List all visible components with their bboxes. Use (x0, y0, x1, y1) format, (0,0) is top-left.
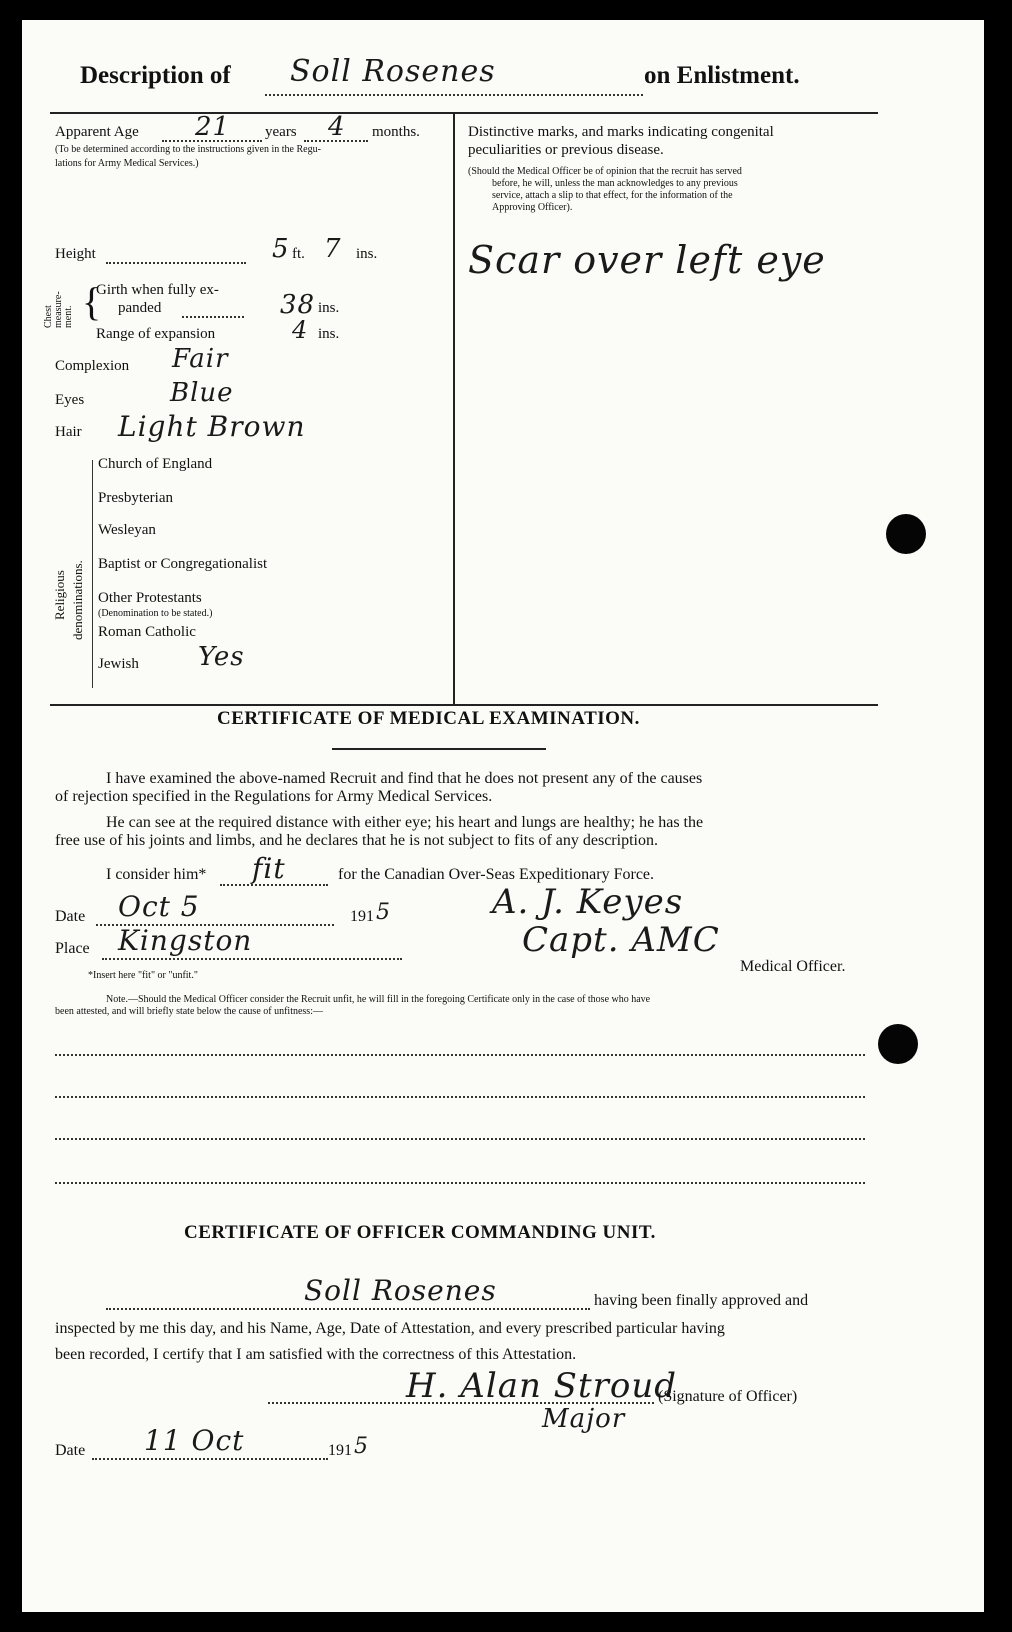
commanding-line3: been recorded, I certify that I am satisfied with the correctness of this Attestation. (55, 1346, 577, 1363)
medical-year-value: 5 (376, 900, 391, 925)
commanding-title: CERTIFICATE OF OFFICER COMMANDING UNIT. (184, 1222, 656, 1243)
years-label: years (265, 124, 297, 140)
jewish-value: Yes (198, 642, 245, 672)
name-line (265, 94, 643, 96)
fit-line (220, 884, 328, 886)
marks-label-2: peculiarities or previous disease. (468, 142, 664, 158)
unfit-line-4 (55, 1182, 865, 1184)
chest-label: Chest measure- ment. (43, 291, 74, 328)
religion-presbyterian: Presbyterian (98, 490, 173, 506)
complexion-label: Complexion (55, 358, 130, 374)
months-label: months. (372, 124, 420, 140)
range-label: Range of expansion (96, 326, 216, 342)
religion-other-protestants: Other Protestants (98, 590, 202, 606)
unfit-line-3 (55, 1138, 865, 1140)
medical-para1-line1: I have examined the above-named Recruit and find that he does not present any of the causes (106, 770, 703, 787)
age-months-line (304, 140, 368, 142)
height-label: Height (55, 246, 96, 262)
complexion-value: Fair (172, 344, 229, 374)
religion-roman-catholic: Roman Catholic (98, 624, 196, 640)
religion-denomination-note: (Denomination to be stated.) (98, 608, 213, 619)
religion-jewish: Jewish (98, 656, 139, 672)
section-rule (50, 704, 878, 706)
age-years-value: 21 (195, 112, 231, 142)
medical-year-prefix: 191 (350, 908, 374, 925)
commanding-name-value: Soll Rosenes (304, 1274, 497, 1307)
commanding-year-prefix: 191 (328, 1442, 352, 1459)
medical-para1-line2: of rejection specified in the Regulations for Army Medical Services. (55, 788, 493, 805)
girth-label-1: Girth when fully ex- (96, 282, 219, 298)
girth-leader (182, 316, 244, 318)
punch-hole-bottom (878, 1024, 918, 1064)
header-suffix: on Enlistment. (644, 62, 800, 89)
marks-label-1: Distinctive marks, and marks indicating congenital (468, 124, 774, 140)
age-years-line (162, 140, 262, 142)
marks-note-3: service, attach a slip to that effect, for the information of the (492, 190, 733, 201)
medical-title-rule (332, 748, 546, 750)
ft-label: ft. (292, 246, 305, 262)
place-value: Kingston (118, 924, 253, 957)
unfit-line-1 (55, 1054, 865, 1056)
girth-label-2: panded (118, 300, 162, 316)
commanding-year-value: 5 (354, 1434, 369, 1459)
medical-para2-line2: free use of his joints and limbs, and he declares that he is not subject to fits of any description. (55, 832, 658, 849)
eyes-value: Blue (170, 378, 234, 408)
document-page (22, 20, 984, 1612)
height-ft-value: 5 (272, 234, 290, 264)
age-note-1: (To be determined according to the instructions given in the Regu- (55, 144, 321, 155)
commanding-sig-label: (Signature of Officer) (658, 1388, 798, 1405)
age-months-value: 4 (328, 112, 346, 142)
commanding-date-label: Date (55, 1442, 86, 1459)
commanding-date-line (92, 1458, 328, 1460)
marks-note-2: before, he will, unless the man acknowledges to any previous (492, 178, 738, 189)
religion-wesleyan: Wesleyan (98, 522, 156, 538)
commanding-name-line (106, 1308, 590, 1310)
insert-note: *Insert here "fit" or "unfit." (88, 970, 198, 981)
girth-unit: ins. (318, 300, 340, 316)
religion-label-1: Religious (52, 570, 67, 620)
medical-para2-line1: He can see at the required distance with either eye; his heart and lungs are healthy; he has the (106, 814, 704, 831)
religion-baptist: Baptist or Congregationalist (98, 556, 268, 572)
age-note-2: lations for Army Medical Services.) (55, 158, 199, 169)
ins-label: ins. (356, 246, 378, 262)
commanding-line2: inspected by me this day, and his Name, Age, Date of Attestation, and every prescribed particular having (55, 1320, 725, 1337)
commanding-date-value: 11 Oct (144, 1424, 245, 1457)
place-line (102, 958, 402, 960)
place-label: Place (55, 940, 90, 957)
commanding-rank: Major (542, 1404, 626, 1434)
religion-label-2: denominations. (70, 560, 85, 640)
chest-brace: { (82, 279, 102, 324)
recruit-name: Soll Rosenes (290, 54, 496, 89)
commanding-signature: H. Alan Stroud (406, 1366, 678, 1406)
marks-value: Scar over left eye (468, 238, 826, 282)
commanding-line1-tail: having been finally approved and (594, 1292, 809, 1309)
medical-signature: A. J. Keyes (492, 882, 684, 922)
religion-church-of-england: Church of England (98, 456, 213, 472)
height-in-value: 7 (324, 234, 342, 264)
unfit-line-2 (55, 1096, 865, 1098)
marks-note-1: (Should the Medical Officer be of opinion that the recruit has served (468, 166, 742, 177)
medical-date-value: Oct 5 (118, 890, 200, 923)
religion-bracket (92, 460, 93, 688)
apparent-age-label: Apparent Age (55, 124, 139, 140)
range-value: 4 (292, 316, 309, 344)
marks-note-4: Approving Officer). (492, 202, 573, 213)
header-prefix: Description of (80, 62, 231, 89)
height-leader (106, 262, 246, 264)
girth-value: 38 (280, 290, 316, 320)
eyes-label: Eyes (55, 392, 85, 408)
note-line-1: Note.—Should the Medical Officer consider the Recruit unfit, he will fill in the foregoing Certificate only in the case of those who have (106, 994, 651, 1005)
hair-value: Light Brown (118, 410, 306, 443)
force-label: for the Canadian Over-Seas Expeditionary Force. (338, 866, 655, 883)
hair-label: Hair (55, 424, 82, 440)
punch-hole-top (886, 514, 926, 554)
fit-value: fit (252, 852, 286, 885)
medical-officer-rank: Capt. AMC (522, 920, 720, 960)
medical-title: CERTIFICATE OF MEDICAL EXAMINATION. (217, 708, 640, 729)
note-line-2: been attested, and will briefly state below the cause of unfitness:— (55, 1006, 323, 1017)
medical-date-label: Date (55, 908, 86, 925)
column-divider (453, 112, 455, 704)
range-unit: ins. (318, 326, 340, 342)
medical-officer-label: Medical Officer. (740, 958, 846, 975)
consider-label: I consider him* (106, 866, 207, 883)
top-rule (50, 112, 878, 114)
